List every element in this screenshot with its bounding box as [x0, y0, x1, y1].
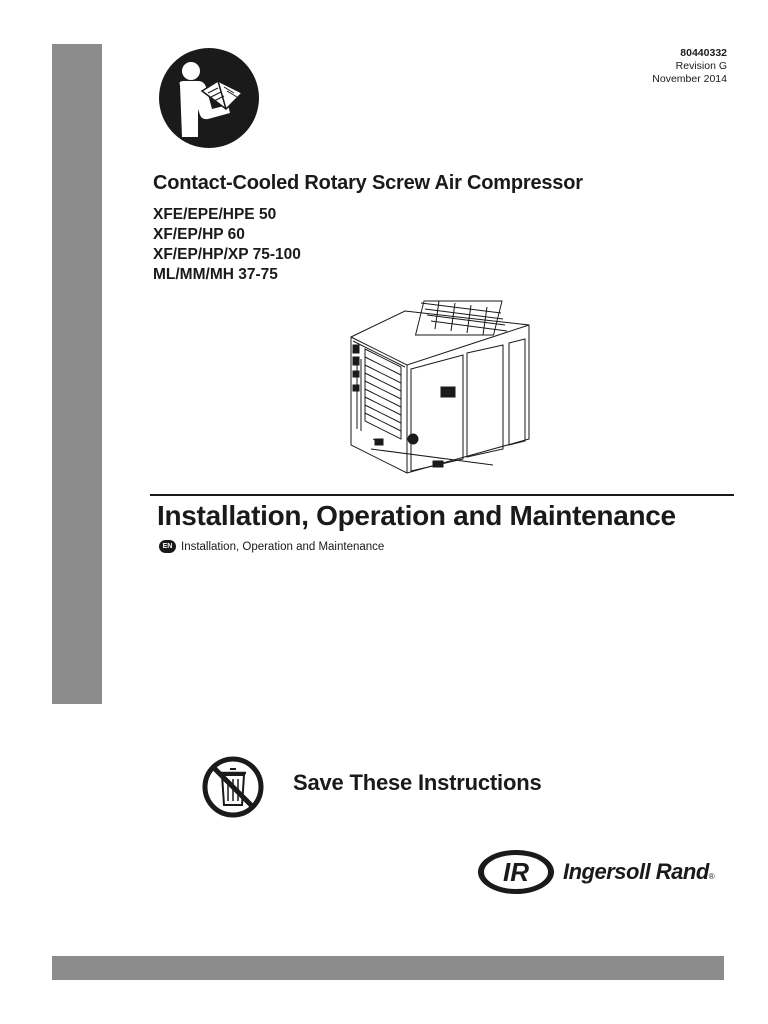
compressor-illustration: [343, 289, 533, 477]
ir-logo-mark: [476, 848, 560, 896]
registered-mark: ®: [708, 872, 715, 881]
document-revision: Revision G: [675, 60, 727, 72]
no-trash-icon: [200, 755, 266, 819]
document-date: November 2014: [652, 73, 727, 85]
model-list: [153, 205, 301, 285]
title-rule: [150, 494, 734, 496]
document-meta: [652, 47, 727, 86]
model-item: ML/MM/MH 37-75: [153, 266, 278, 283]
brand-name-text: Ingersoll Rand: [563, 859, 709, 884]
document-number: 80440332: [680, 47, 727, 59]
model-item: XF/EP/HP 60: [153, 226, 245, 243]
main-title: Installation, Operation and Maintenance: [157, 500, 676, 531]
model-item: XF/EP/HP/XP 75-100: [153, 246, 301, 263]
model-item: XFE/EPE/HPE 50: [153, 206, 277, 223]
product-title: Contact-Cooled Rotary Screw Air Compressor: [153, 172, 583, 194]
language-badge: EN: [159, 540, 176, 553]
language-label: Installation, Operation and Maintenance: [181, 540, 385, 553]
brand-name: [563, 859, 714, 885]
svg-text:IR: IR: [503, 857, 529, 887]
side-gray-bar: [52, 44, 102, 704]
save-instructions-heading: Save These Instructions: [293, 770, 542, 795]
bottom-gray-bar: [52, 956, 724, 980]
brand-logo: [476, 848, 714, 896]
read-manual-icon: [154, 47, 264, 149]
language-entry: [159, 540, 384, 553]
